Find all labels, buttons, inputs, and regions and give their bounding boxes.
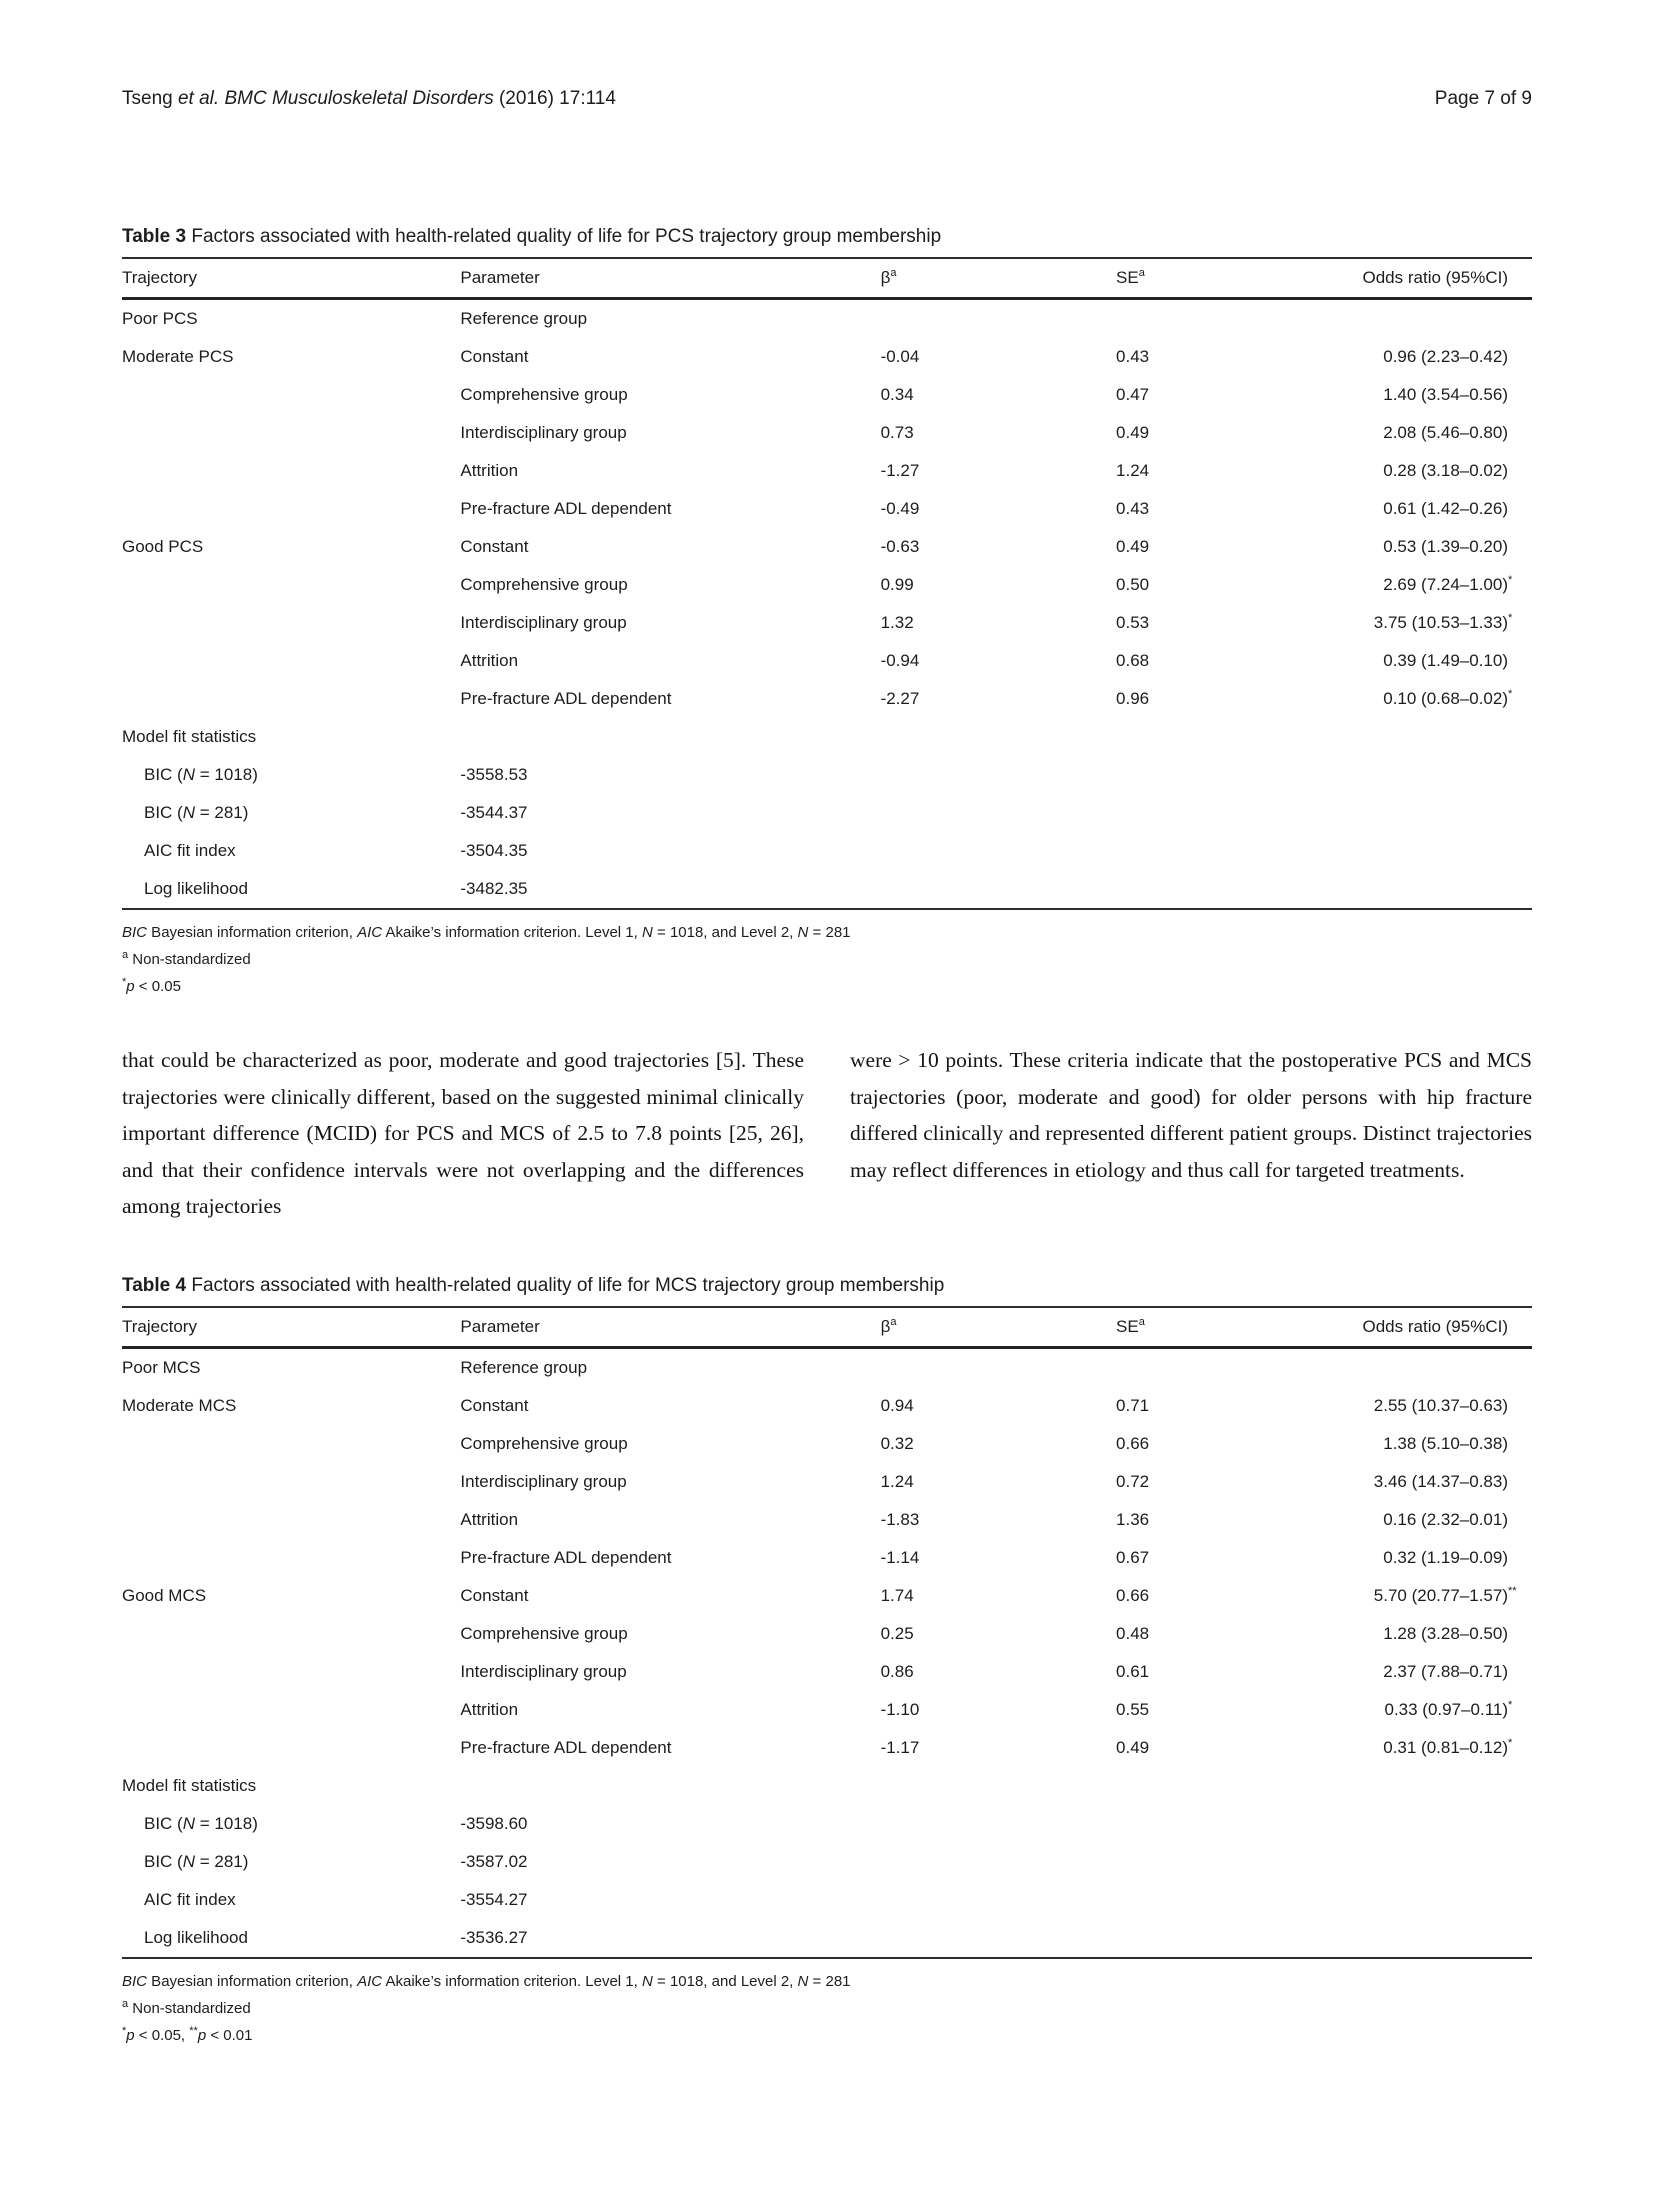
table-row [122, 1729, 1532, 1767]
model-fit-stat-label: Log likelihood [144, 1927, 248, 1947]
trajectory-cell [122, 1539, 460, 1577]
table3-footnotes [122, 919, 1532, 1000]
odds-ratio-cell: 0.32 (1.19–0.09) [1383, 1547, 1508, 1567]
header-citation: Tseng et al. BMC Musculoskeletal Disorders (2016) 17:114 [122, 88, 616, 109]
table-row [122, 1347, 1532, 1387]
se-cell: 0.61 [1116, 1661, 1150, 1681]
table3-section [122, 226, 1532, 1000]
se-cell: 0.49 [1116, 537, 1150, 556]
se-cell: 1.36 [1116, 1509, 1150, 1529]
se-cell: 0.96 [1116, 689, 1150, 708]
column-header: Trajectory [122, 258, 460, 299]
text-column-right: were > 10 points. These criteria indicate that the postoperative PCS and MCS trajectories (poor, moderate and good) for older persons with hip fracture differed clinically and represented different patient groups. Distinct trajectories may reflect differences in etiology and thus call for targeted treatments. [850, 1048, 1532, 1182]
se-cell [1116, 299, 1320, 339]
model-fit-stat-value: -3536.27 [460, 1927, 528, 1947]
odds-ratio-cell: 2.08 (5.46–0.80) [1383, 423, 1508, 442]
table-row [122, 1425, 1532, 1463]
column-header: $\beta^a$ [881, 258, 1116, 299]
table-row [122, 299, 1532, 339]
table3 [122, 257, 1532, 910]
parameter-cell: Constant [460, 537, 529, 556]
se-cell: 0.43 [1116, 499, 1150, 518]
parameter-cell: Reference group [460, 1357, 588, 1377]
beta-cell: 0.32 [880, 1433, 914, 1453]
trajectory-cell [122, 1463, 460, 1501]
footnote-line: $^a$ Non-standardized [122, 1997, 251, 2017]
model-fit-row [122, 794, 1532, 832]
parameter-cell: Constant [460, 1585, 529, 1605]
parameter-cell: Attrition [460, 1699, 519, 1719]
table4-caption-text: Factors associated with health-related quality of life for MCS trajectory group membership [191, 1274, 945, 1296]
column-header: Odds ratio (95%CI) [1320, 1307, 1532, 1348]
odds-ratio-cell: 0.39 (1.49–0.10) [1383, 651, 1508, 670]
se-cell: 0.71 [1116, 1395, 1150, 1415]
model-fit-stat-label: BIC (N = 281) [144, 803, 249, 822]
table-row [122, 528, 1532, 566]
beta-cell: -1.27 [880, 461, 920, 480]
model-fit-stat-value: -3504.35 [460, 841, 528, 860]
running-header [122, 88, 1532, 110]
parameter-cell: Interdisciplinary group [460, 1471, 627, 1491]
footnote-line: BIC Bayesian information criterion, AIC Akaike’s information criterion. Level 1, N = 1018, and Level 2, N = 281 [122, 1972, 851, 1990]
beta-cell: 0.25 [880, 1623, 914, 1643]
table4-section [122, 1275, 1532, 2049]
table-row [122, 642, 1532, 680]
table-row [122, 604, 1532, 642]
parameter-cell: Comprehensive group [460, 575, 628, 594]
trajectory-cell [122, 566, 460, 604]
model-fit-stat-label: AIC fit index [144, 1889, 236, 1909]
table-row [122, 414, 1532, 452]
parameter-cell: Comprehensive group [460, 1623, 628, 1643]
trajectory-cell [122, 1653, 460, 1691]
table4-header-row [122, 1307, 1532, 1348]
se-cell: 0.55 [1116, 1699, 1150, 1719]
column-header: $\beta^a$ [881, 1307, 1116, 1348]
model-fit-stat-value: -3598.60 [460, 1813, 528, 1833]
beta-cell: -0.49 [880, 499, 920, 518]
se-cell: 0.66 [1116, 1433, 1150, 1453]
table-row [122, 1577, 1532, 1615]
column-header: $SE^a$ [1116, 1307, 1320, 1348]
odds-ratio-cell: 0.96 (2.23–0.42) [1383, 347, 1508, 366]
odds-ratio-cell: 3.46 (14.37–0.83) [1373, 1471, 1508, 1491]
odds-ratio-cell: 1.40 (3.54–0.56) [1383, 385, 1508, 404]
table-row [122, 1615, 1532, 1653]
se-cell: 0.72 [1116, 1471, 1150, 1491]
parameter-cell: Constant [460, 1395, 529, 1415]
parameter-cell: Attrition [460, 1509, 519, 1529]
table4-label: Table 4 [122, 1274, 187, 1296]
odds-ratio-cell: 0.53 (1.39–0.20) [1383, 537, 1508, 556]
model-fit-row [122, 870, 1532, 909]
odds-ratio-cell: 1.38 (5.10–0.38) [1383, 1433, 1508, 1453]
parameter-cell: Reference group [460, 309, 588, 328]
beta-cell: 0.99 [880, 575, 914, 594]
table4-caption [122, 1275, 1532, 1297]
beta-cell: 1.32 [880, 613, 914, 632]
model-fit-row [122, 1805, 1532, 1843]
beta-cell: -1.17 [880, 1737, 920, 1757]
footnote-line: BIC Bayesian information criterion, AIC Akaike’s information criterion. Level 1, N = 1018, and Level 2, N = 281 [122, 924, 851, 941]
table-row [122, 1387, 1532, 1425]
odds-ratio-cell: 0.28 (3.18–0.02) [1383, 461, 1508, 480]
header-page-number: Page 7 of 9 [1434, 88, 1532, 109]
odds-ratio-cell: 0.10 (0.68–0.02)* [1383, 688, 1513, 708]
trajectory-cell [122, 376, 460, 414]
odds-ratio-cell: 2.55 (10.37–0.63) [1373, 1395, 1508, 1415]
parameter-cell: Constant [460, 347, 529, 366]
odds-ratio-cell: 1.28 (3.28–0.50) [1383, 1623, 1508, 1643]
table-row [122, 1691, 1532, 1729]
beta-cell: -2.27 [880, 689, 920, 708]
trajectory-cell: Moderate PCS [122, 347, 234, 366]
column-header: Odds ratio (95%CI) [1320, 258, 1532, 299]
column-header: $SE^a$ [1116, 258, 1320, 299]
beta-cell: 0.34 [880, 385, 914, 404]
model-fit-heading: Model fit statistics [122, 727, 257, 746]
trajectory-cell [122, 1425, 460, 1463]
model-fit-stat-label: BIC (N = 1018) [144, 765, 258, 784]
model-fit-row [122, 1881, 1532, 1919]
model-fit-heading-row [122, 718, 1532, 756]
footnote-line: $^a$ Non-standardized [122, 949, 251, 968]
table-row [122, 376, 1532, 414]
table4-footnotes [122, 1968, 1532, 2049]
trajectory-cell [122, 604, 460, 642]
beta-cell: -0.94 [880, 651, 920, 670]
column-header: Parameter [460, 1307, 880, 1348]
odds-ratio-cell: 2.37 (7.88–0.71) [1383, 1661, 1508, 1681]
odds-ratio-cell: 3.75 (10.53–1.33)* [1373, 612, 1513, 632]
parameter-cell: Comprehensive group [460, 385, 628, 404]
table-row [122, 1653, 1532, 1691]
model-fit-row [122, 1919, 1532, 1958]
beta-cell: -1.10 [880, 1699, 920, 1719]
body-text [122, 1042, 1532, 1225]
table3-header-row [122, 258, 1532, 299]
table3-caption-text: Factors associated with health-related quality of life for PCS trajectory group membership [191, 226, 942, 247]
model-fit-stat-value: -3587.02 [460, 1851, 528, 1871]
model-fit-row [122, 832, 1532, 870]
trajectory-cell: Good PCS [122, 537, 204, 556]
se-cell: 0.66 [1116, 1585, 1150, 1605]
trajectory-cell [122, 1615, 460, 1653]
trajectory-cell: Good MCS [122, 1585, 207, 1605]
table-row [122, 1501, 1532, 1539]
odds-ratio-cell: 0.31 (0.81–0.12)* [1383, 1736, 1513, 1757]
model-fit-stat-value: -3558.53 [460, 765, 528, 784]
trajectory-cell: Poor PCS [122, 309, 198, 328]
table-row [122, 490, 1532, 528]
odds-ratio-cell: 5.70 (20.77–1.57)** [1373, 1584, 1517, 1605]
footnote-line: *p < 0.05, **p < 0.01 [122, 2024, 253, 2044]
beta-cell: 0.73 [880, 423, 914, 442]
parameter-cell: Pre-fracture ADL dependent [460, 689, 672, 708]
model-fit-heading-row [122, 1767, 1532, 1805]
beta-cell: 1.24 [880, 1471, 914, 1491]
trajectory-cell [122, 642, 460, 680]
odds-ratio-cell: 0.33 (0.97–0.11)* [1384, 1698, 1513, 1719]
trajectory-cell: Poor MCS [122, 1357, 201, 1377]
parameter-cell: Interdisciplinary group [460, 613, 627, 632]
table-row [122, 1539, 1532, 1577]
table4 [122, 1306, 1532, 1959]
model-fit-stat-value: -3482.35 [460, 879, 528, 898]
se-cell: 0.53 [1116, 613, 1150, 632]
trajectory-cell [122, 1691, 460, 1729]
table3-label: Table 3 [122, 226, 187, 247]
parameter-cell: Attrition [460, 651, 519, 670]
parameter-cell: Interdisciplinary group [460, 1661, 627, 1681]
se-cell: 0.67 [1116, 1547, 1150, 1567]
se-cell: 1.24 [1116, 461, 1150, 480]
column-header: Parameter [460, 258, 880, 299]
trajectory-cell [122, 680, 460, 718]
model-fit-heading: Model fit statistics [122, 1775, 257, 1795]
model-fit-row [122, 1843, 1532, 1881]
parameter-cell: Comprehensive group [460, 1433, 628, 1453]
beta-cell: 0.86 [880, 1661, 914, 1681]
odds-ratio-cell: 0.16 (2.32–0.01) [1383, 1509, 1508, 1529]
parameter-cell: Pre-fracture ADL dependent [460, 1737, 672, 1757]
odds-ratio-cell [1320, 1347, 1532, 1387]
beta-cell: -1.83 [880, 1509, 920, 1529]
parameter-cell: Pre-fracture ADL dependent [460, 499, 672, 518]
table-row [122, 566, 1532, 604]
parameter-cell: Attrition [460, 461, 519, 480]
model-fit-stat-value: -3544.37 [460, 803, 528, 822]
se-cell: 0.43 [1116, 347, 1150, 366]
se-cell: 0.49 [1116, 1737, 1150, 1757]
trajectory-cell [122, 1501, 460, 1539]
model-fit-stat-label: AIC fit index [144, 841, 236, 860]
beta-cell: -0.04 [880, 347, 920, 366]
trajectory-cell [122, 1729, 460, 1767]
beta-cell: 1.74 [880, 1585, 914, 1605]
se-cell: 0.68 [1116, 651, 1150, 670]
text-column-left: that could be characterized as poor, moderate and good trajectories [5]. These trajectories were clinically different, based on the suggested minimal clinically important difference (MCID) for PCS and MCS of 2.5 to 7.8 points [25, 26], and that their confidence intervals were not overlapping and the differences among trajectories [122, 1048, 804, 1218]
model-fit-stat-label: BIC (N = 1018) [144, 1813, 258, 1833]
beta-cell: -1.14 [880, 1547, 920, 1567]
parameter-cell: Pre-fracture ADL dependent [460, 1547, 672, 1567]
model-fit-stat-label: Log likelihood [144, 879, 248, 898]
se-cell: 0.47 [1116, 385, 1150, 404]
odds-ratio-cell: 2.69 (7.24–1.00)* [1383, 574, 1513, 594]
se-cell: 0.50 [1116, 575, 1150, 594]
model-fit-stat-label: BIC (N = 281) [144, 1851, 249, 1871]
footnote-line: *p < 0.05 [122, 976, 181, 995]
beta-cell: -0.63 [880, 537, 920, 556]
table-row [122, 1463, 1532, 1501]
odds-ratio-cell: 0.61 (1.42–0.26) [1383, 499, 1508, 518]
table3-caption [122, 226, 1532, 248]
beta-cell [881, 299, 1116, 339]
odds-ratio-cell [1320, 299, 1532, 339]
trajectory-cell [122, 452, 460, 490]
beta-cell: 0.94 [880, 1395, 914, 1415]
se-cell [1116, 1347, 1320, 1387]
trajectory-cell [122, 490, 460, 528]
model-fit-row [122, 756, 1532, 794]
beta-cell [881, 1347, 1116, 1387]
table-row [122, 338, 1532, 376]
trajectory-cell [122, 414, 460, 452]
trajectory-cell: Moderate MCS [122, 1395, 237, 1415]
table-row [122, 680, 1532, 718]
parameter-cell: Interdisciplinary group [460, 423, 627, 442]
se-cell: 0.48 [1116, 1623, 1150, 1643]
table-row [122, 452, 1532, 490]
column-header: Trajectory [122, 1307, 460, 1348]
model-fit-stat-value: -3554.27 [460, 1889, 528, 1909]
se-cell: 0.49 [1116, 423, 1150, 442]
